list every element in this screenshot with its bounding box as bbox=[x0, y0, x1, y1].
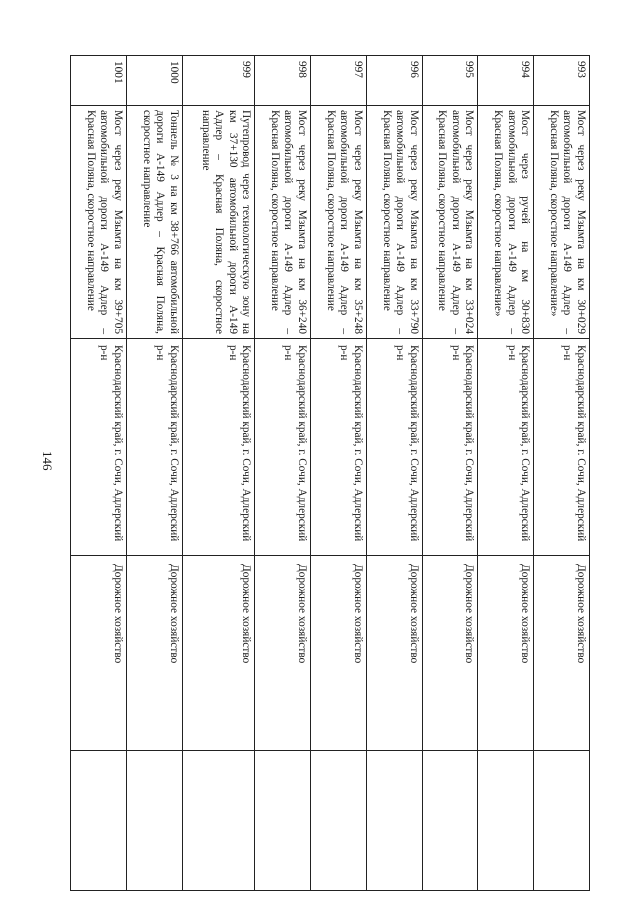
object-location: Краснодарский край, г. Сочи, Адлерский р-н bbox=[182, 339, 254, 556]
object-location: Краснодарский край, г. Сочи, Адлерский р-н bbox=[310, 339, 366, 556]
object-location: Краснодарский край, г. Сочи, Адлерский р-н bbox=[366, 339, 422, 556]
empty-cell bbox=[182, 751, 254, 891]
empty-cell bbox=[255, 751, 311, 891]
row-number: 997 bbox=[310, 56, 366, 106]
row-number: 998 bbox=[255, 56, 311, 106]
object-category: Дорожное хозяйство bbox=[182, 556, 254, 751]
infrastructure-table-container bbox=[70, 55, 590, 890]
row-number: 993 bbox=[534, 56, 590, 106]
object-location: Краснодарский край, г. Сочи, Адлерский р-н bbox=[126, 339, 182, 556]
object-category: Дорожное хозяйство bbox=[478, 556, 534, 751]
object-location: Краснодарский край, г. Сочи, Адлерский р-н bbox=[422, 339, 478, 556]
object-description: Мост через реку Мзымта на км 36+240 автомобильной дороги А-149 Адлер – Красная Поляна, скоростное направление bbox=[255, 106, 311, 339]
table-row bbox=[310, 56, 366, 891]
object-category: Дорожное хозяйство bbox=[310, 556, 366, 751]
object-description: Мост через реку Мзымта на км 30+029 автомобильной дороги А-149 Адлер – Красная Поляна, скоростное направление» bbox=[534, 106, 590, 339]
row-number: 995 bbox=[422, 56, 478, 106]
row-number: 994 bbox=[478, 56, 534, 106]
empty-cell bbox=[422, 751, 478, 891]
table-row bbox=[422, 56, 478, 891]
row-number: 1000 bbox=[126, 56, 182, 106]
empty-cell bbox=[126, 751, 182, 891]
table-row bbox=[255, 56, 311, 891]
object-description: Мост через реку Мзымта на км 33+790 автомобильной дороги А-149 Адлер – Красная Поляна, скоростное направление bbox=[366, 106, 422, 339]
table-row bbox=[182, 56, 254, 891]
row-number: 996 bbox=[366, 56, 422, 106]
row-number: 1001 bbox=[71, 56, 127, 106]
empty-cell bbox=[310, 751, 366, 891]
table-row bbox=[478, 56, 534, 891]
object-location: Краснодарский край, г. Сочи, Адлерский р-н bbox=[478, 339, 534, 556]
object-description: Мост через ручей на км 30+830 автомобильной дороги А-149 Адлер – Красная Поляна, скоростное направление» bbox=[478, 106, 534, 339]
table-row bbox=[366, 56, 422, 891]
object-description: Тоннель № 3 на км 38+766 автомобильной дороги А-149 Адлер – Красная Поляна, скоростное направление bbox=[126, 106, 182, 339]
object-location: Краснодарский край, г. Сочи, Адлерский р-н bbox=[71, 339, 127, 556]
object-description: Мост через реку Мзымта на км 35+248 автомобильной дороги А-149 Адлер – Красная Поляна, скоростное направление bbox=[310, 106, 366, 339]
table-row bbox=[71, 56, 127, 891]
object-category: Дорожное хозяйство bbox=[255, 556, 311, 751]
object-category: Дорожное хозяйство bbox=[534, 556, 590, 751]
object-description: Мост через реку Мзымта на км 33+024 автомобильной дороги А-149 Адлер – Красная Поляна, скоростное направление bbox=[422, 106, 478, 339]
row-number: 999 bbox=[182, 56, 254, 106]
empty-cell bbox=[478, 751, 534, 891]
table-row bbox=[534, 56, 590, 891]
empty-cell bbox=[366, 751, 422, 891]
empty-cell bbox=[534, 751, 590, 891]
table-row bbox=[126, 56, 182, 891]
page-number: 146 bbox=[40, 451, 55, 471]
object-category: Дорожное хозяйство bbox=[126, 556, 182, 751]
object-location: Краснодарский край, г. Сочи, Адлерский р-н bbox=[255, 339, 311, 556]
object-category: Дорожное хозяйство bbox=[422, 556, 478, 751]
object-category: Дорожное хозяйство bbox=[366, 556, 422, 751]
object-location: Краснодарский край, г. Сочи, Адлерский р-н bbox=[534, 339, 590, 556]
object-description: Путепровод через технологическую зону на км 37+130 автомобильной дороги А-149 Адлер – Красная Поляна, скоростное направление bbox=[182, 106, 254, 339]
object-description: Мост через реку Мзымта на км 39+705 автомобильной дороги А-149 Адлер – Красная Поляна, скоростное направление bbox=[71, 106, 127, 339]
empty-cell bbox=[71, 751, 127, 891]
object-category: Дорожное хозяйство bbox=[71, 556, 127, 751]
infrastructure-table bbox=[70, 55, 590, 891]
